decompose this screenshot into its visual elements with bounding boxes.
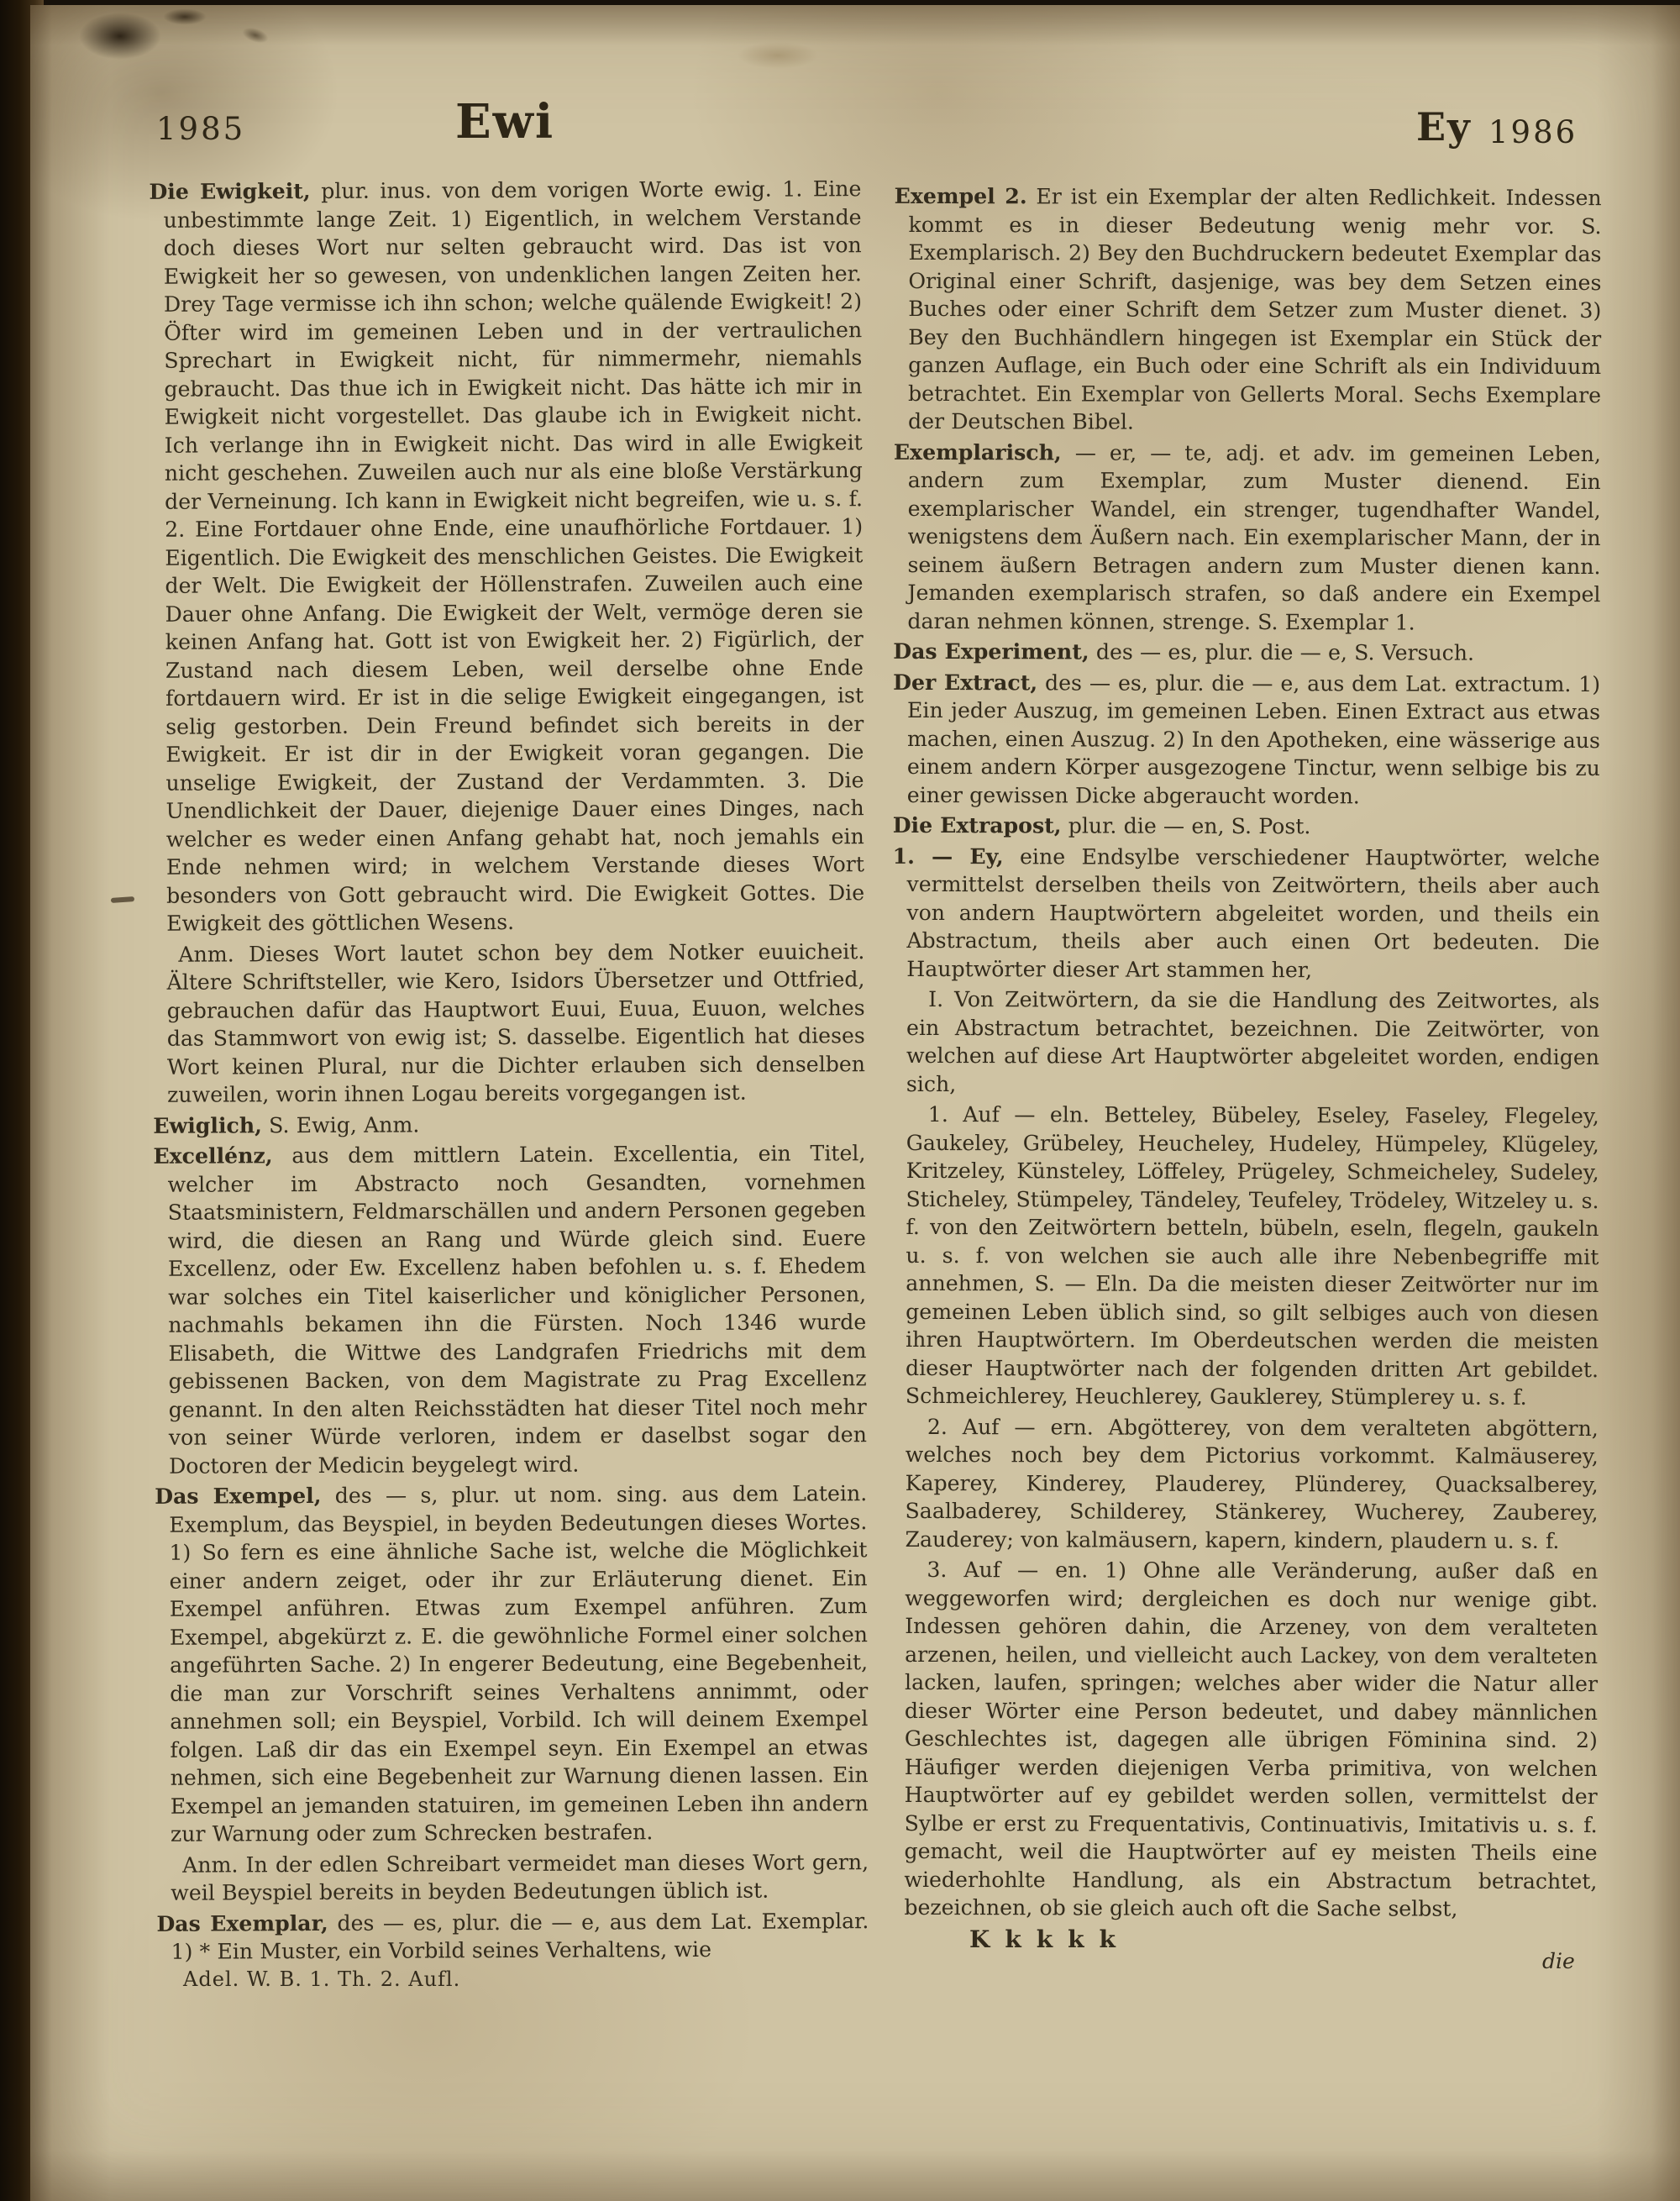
headword: Die Ewigkeit,: [149, 178, 311, 204]
edition-signature: Adel. W. B. 1. Th. 2. Aufl.: [183, 1967, 461, 1991]
entry-exemplarisch: [893, 438, 1601, 637]
entry-exempel-anmerkung: [156, 1848, 869, 1908]
entry-body: aus dem mittlern Latein. Excellentia, ein Titel, welcher im Abstracto noch Gesandten, vornehmen Staatsministern, Feldmarschällen und andern Personen gegeben wird, die diesen an Rang und Würde gleich sind. Euere Excellenz, oder Ew. Excellenz haben befohlen u. s. f. Ehedem war solches ein Titel kaiserlicher und königlicher Personen, nachmahls bekamen ihn die Fürsten. Noch 1346 wurde Elisabeth, die Wittwe des Landgrafen Friedrichs mit dem gebissenen Backen, von dem Magistrate zu Prag Excellenz genannt. In den alten Reichsstädten hat dieser Titel noch mehr von seiner Würde verloren, indem er daselbst sogar den Doctoren der Medicin beygelegt wird.: [167, 1141, 867, 1479]
ink-stain: [66, 5, 175, 67]
entry-body: S. Ewig, Anm.: [269, 1111, 420, 1137]
headword: Die Extrapost,: [892, 812, 1062, 838]
headword: Das Experiment,: [893, 638, 1089, 665]
right-text-column: [890, 182, 1601, 1926]
entry-experiment: [893, 638, 1600, 668]
entry-body: 3. Auf — en. 1) Ohne alle Veränderung, außer daß en weggeworfen wird; dergleichen es doch nur wenige gibt. Indessen gehören dahin, die Arzeney, von dem veralteten arzenen, heilen, und vielleicht auch Lackey, von dem veralteten lacken, laufen, springen; welches aber wider die Natur aller dieser Wörter eine Person bedeutet, und dabey männlichen Geschlechtes ist, dagegen alle übrigen Föminina sind. 2) Häufiger werden diejenigen Verba primitiva, von welchen Hauptwörter auf ey gebildet werden sollen, vermittelst der Sylbe er erst zu Frequentativis, Continuativis, Imitativis u. s. f. gemacht, weil die Hauptwörter auf ey meisten Theils eine wiederhohlte Handlung, als ein Abstractum betrachtet, bezeichnen, ob sie gleich auch oft die Sache selbst,: [904, 1558, 1599, 1921]
guide-word-left: Ewi: [455, 94, 555, 150]
entry-ewigkeit: [149, 175, 864, 938]
headword: Der Extract,: [893, 669, 1038, 695]
paper-page: [30, 5, 1680, 2201]
headword: Das Exemplar,: [156, 1909, 328, 1936]
ink-stain: [158, 7, 212, 27]
headword: Das Exempel,: [155, 1482, 322, 1509]
entry-exemplar: [156, 1907, 869, 1967]
ink-stain: [237, 22, 274, 48]
paper-discoloration: [727, 39, 828, 72]
headword: Exemplarisch,: [893, 439, 1062, 465]
section-von-zeitwoertern: [892, 985, 1599, 1100]
left-text-column: [149, 175, 869, 1968]
entry-body: des — es, plur. die — e, S. Versuch.: [1095, 639, 1475, 665]
entry-body: I. Von Zeitwörtern, da sie die Handlung des Zeitwortes, als ein Abstractum betrachtet, bezeichnen. Die Zeitwörter, von welchen auf diese Art Hauptwörter abgeleitet worden, endigen sich,: [906, 987, 1600, 1096]
entry-body: eine Endsylbe verschiedener Hauptwörter, welche vermittelst derselben theils von Zeitwörtern, theils aber auch von andern Hauptwörtern abgeleitet worden, und theils ein Abstractum, theils aber auch einen Ort bedeuten. Die Hauptwörter dieser Art stammen her,: [906, 843, 1600, 982]
entry-body: des — es, plur. die — e, aus dem Lat. Exemplar. 1) * Ein Muster, ein Vorbild seines Verhaltens, wie: [171, 1908, 869, 1964]
entry-body: plur. die — en, S. Post.: [1068, 813, 1311, 839]
entry-extrapost: [893, 812, 1600, 842]
entry-ey-suffix: [892, 842, 1599, 985]
entry-exemplar-continuation: [894, 182, 1602, 438]
entry-excellenz: [153, 1139, 867, 1480]
entry-body: 1. Auf — eln. Betteley, Bübeley, Eseley, Faseley, Flegeley, Gaukeley, Grübeley, Heucheley, Hudeley, Hümpeley, Klügeley, Kritzeley, Künsteley, Löffeley, Prügeley, Schmeicheley, Sudeley, Sticheley, Stümpeley, Tändeley, Teufeley, Trödeley, Witzeley u. s. f. von den Zeitwörtern betteln, bübeln, eseln, flegeln, gaukeln u. s. f. von welchen sie auch alle ihre Nebenbegriffe mit annehmen, S. — Eln. Da die meisten dieser Zeitwörter nur im gemeinen Leben üblich sind, so gilt selbiges auch von diesen ihren Hauptwörtern. Im Oberdeutschen werden die meisten dieser Hauptwörter nach der folgenden dritten Art gebildet. Schmeichlerey, Heuchlerey, Gauklerey, Stümplerey u. s. f.: [905, 1102, 1599, 1410]
entry-exempel: [155, 1479, 869, 1848]
entry-body: plur. inus. von dem vorigen Worte ewig. 1. Eine unbestimmte lange Zeit. 1) Eigentlich, in welchem Verstande doch dieses Wort nur selten gebraucht wird. Das ist von Ewigkeit her so gewesen, von undenklichen langen Zeiten her. Drey Tage vermisse ich ihn schon; welche quälende Ewigkeit! 2) Öfter wird im gemeinen Leben und in der vertraulichen Sprechart in Ewigkeit nicht, für nimmermehr, niemahls gebraucht. Das thue ich in Ewigkeit nicht. Das hätte ich mir in Ewigkeit nicht vorgestellet. Das glaube ich in Ewigkeit nicht. Ich verlange ihn in Ewigkeit nicht. Das wird in alle Ewigkeit nicht geschehen. Zuweilen auch nur als eine bloße Verstärkung der Verneinung. Ich kann in Ewigkeit nicht begreifen, wie u. s. f. 2. Eine Fortdauer ohne Ende, eine unaufhörliche Fortdauer. 1) Eigentlich. Die Ewigkeit des menschlichen Geistes. Die Ewigkeit der Welt. Die Ewigkeit der Höllenstrafen. Zuweilen auch eine Dauer ohne Anfang. Die Ewigkeit der Welt, vermöge deren sie keinen Anfang hat. Gott ist von Ewigkeit her. 2) Figürlich, der Zustand nach diesem Leben, weil derselbe ohne Ende fortdauern wird. Er ist in die selige Ewigkeit eingegangen, ist selig gestorben. Dein Freund befindet sich bereits in der Ewigkeit. Er ist dir in der Ewigkeit voran gegangen. Die unselige Ewigkeit, der Zustand der Verdammten. 3. Die Unendlichkeit der Dauer, diejenige Dauer eines Dinges, nach welcher es weder einen Anfang gehabt hat, noch jemahls ein Ende nehmen wird; in welchem Verstande dieses Wort besonders von Gott gebraucht wird. Die Ewigkeit Gottes. Die Ewigkeit des göttlichen Wesens.: [163, 176, 865, 936]
guide-word-right: Ey: [1416, 104, 1472, 150]
entry-ewigkeit-anmerkung: [152, 938, 865, 1110]
subsection-auf-eln: [891, 1100, 1599, 1412]
headword: 1. — Ey,: [892, 843, 1004, 869]
entry-body: des — s, plur. ut nom. sing. aus dem Latein. Exemplum, das Beyspiel, in beyden Bedeutungen dieses Wortes. 1) So fern es eine ähnliche Sache ist, welche die Möglichkeit einer andern zeiget, oder ihr zur Erläuterung dienet. Ein Exempel anführen. Etwas zum Exempel anführen. Zum Exempel, abgekürzt z. E. die gewöhnliche Formel einer solchen angeführten Sache. 2) In engerer Bedeutung, eine Begebenheit, die man zur Vorschrift seines Verhaltens annimmt, oder annehmen soll; ein Beyspiel, Vorbild. Ich will deinem Exempel folgen. Laß dir das ein Exempel seyn. Ein Exempel an etwas nehmen, sich eine Begebenheit zur Warnung dienen lassen. Ein Exempel an jemanden statuiren, im gemeinen Leben ihn andern zur Warnung oder zum Schrecken bestrafen.: [169, 1481, 869, 1846]
subsection-auf-ern: [890, 1412, 1598, 1555]
column-number-right: 1986: [1488, 114, 1578, 150]
entry-body: Er ist ein Exemplar der alten Redlichkeit. Indessen kommt es in dieser Bedeutung wenig mehr vor. S. Exemplarisch. 2) Bey den Buchdruckern bedeutet Exemplar das Original einer Schrift, dasjenige, was bey dem Setzen eines Buches oder einer Schrift dem Setzer zum Muster dienet. 3) Bey den Buchhändlern hingegen ist Exemplar ein Stück der ganzen Auflage, ein Buch oder eine Schrift als ein Individuum betrachtet. Ein Exemplar von Gellerts Moral. Sechs Exemplare der Deutschen Bibel.: [907, 184, 1602, 434]
entry-body: — er, — te, adj. et adv. im gemeinen Leben, andern zum Exemplar, zum Muster dienend. Ein exemplarischer Wandel, ein strenger, tugendhafter Wandel, wenigstens dem Äußern nach. Ein exemplarischer Mann, der in seinem äußern Betragen andern zum Muster dienen kann. Jemanden exemplarisch strafen, so daß andere ein Exempel daran nehmen können, strenge. S. Exemplar 1.: [907, 439, 1601, 635]
subsection-auf-en: [890, 1556, 1598, 1924]
entry-body: 2. Auf — ern. Abgötterey, von dem veralteten abgöttern, welches noch bey dem Pictorius vorkommt. Kalmäuserey, Kaperey, Kinderey, Plauderey, Plünderey, Quacksalberey, Saalbaderey, Schilderey, Stänkerey, Wucherey, Zauberey, Zauderey; von kalmäusern, kapern, kindern, plaudern u. s. f.: [905, 1414, 1599, 1553]
entry-extract: [893, 668, 1600, 811]
column-number-left: 1985: [156, 111, 246, 147]
headword: Excellénz,: [153, 1143, 273, 1169]
headword: Exempel 2.: [894, 182, 1027, 209]
entry-body: Anm. In der edlen Schreibart vermeidet man dieses Wort gern, weil Beyspiel bereits in beyden Bedeutungen üblich ist.: [171, 1849, 869, 1905]
entry-ewiglich: [153, 1109, 865, 1140]
headword: Ewiglich,: [153, 1111, 262, 1138]
entry-body: des — es, plur. die — e, aus dem Lat. extractum. 1) Ein jeder Auszug, im gemeinen Leben. Einen Extract aus etwas machen, einen Auszug. 2) In den Apotheken, eine wässerige aus einem andern Körper ausgezogene Tinctur, wenn selbige bis zu einer gewissen Dicke abgeraucht worden.: [906, 670, 1601, 808]
catchword: die: [1542, 1949, 1575, 1973]
margin-mark: [111, 896, 134, 903]
entry-body: Anm. Dieses Wort lautet schon bey dem Notker euuicheit. Ältere Schriftsteller, wie Kero, Isidors Übersetzer und Ottfried, gebrauchen dafür das Hauptwort Euui, Euua, Euuon, welches das Stammwort von ewig ist; S. dasselbe. Eigentlich hat dieses Wort keinen Plural, nur die Dichter erlauben sich denselben zuweilen, worin ihnen Logau bereits vorgegangen ist.: [166, 938, 866, 1107]
sheet-signature-mark: Kkkkk: [969, 1925, 1131, 1953]
